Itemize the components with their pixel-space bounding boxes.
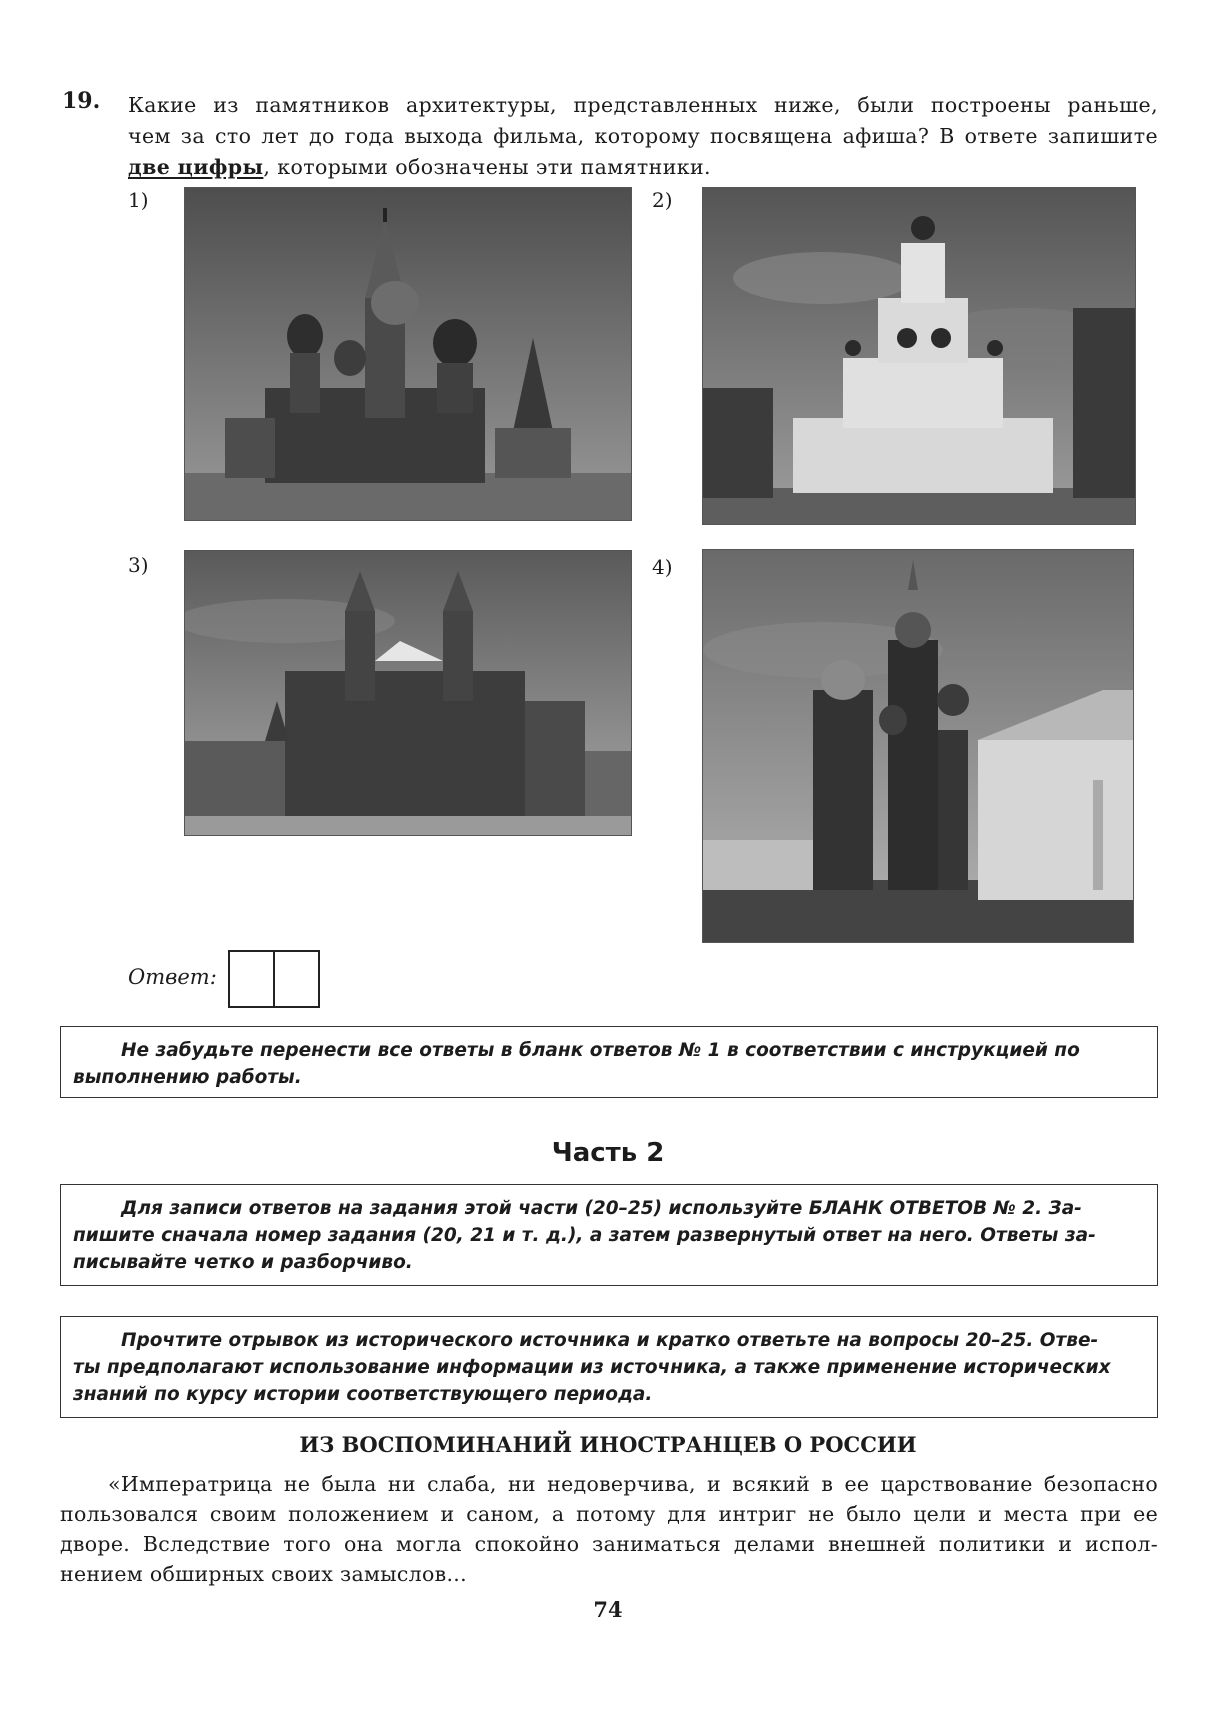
question-line-3-rest: , которыми обозначены эти памятники.	[263, 155, 711, 179]
question-text	[128, 90, 1158, 183]
reminder-line-2: выполнению работы.	[73, 1067, 302, 1088]
page-number: 74	[593, 1597, 623, 1622]
fili-church-photo	[702, 187, 1136, 525]
reminder-box	[60, 1026, 1158, 1098]
instructions-line-3: писывайте четко и разборчиво.	[73, 1252, 413, 1273]
st-basils-cathedral-photo	[184, 187, 632, 521]
source-instructions-line-1: Прочтите отрывок из исторического источника и кратко ответьте на вопросы 20–25. Отве-	[121, 1330, 1099, 1351]
answer-label: Ответ:	[128, 965, 217, 989]
answer-cell-1[interactable]	[230, 952, 273, 1006]
source-line-1: «Императрица не была ни слаба, ни недоверчива, и всякий в ее царствование безопасно	[108, 1472, 1158, 1496]
image-label-2: 2)	[652, 188, 673, 212]
image-label-4: 4)	[652, 555, 673, 579]
question-line-2: чем за сто лет до года выхода фильма, которому посвящена афиша? В ответе запишите	[128, 124, 1158, 148]
part-2-title: Часть 2	[551, 1138, 665, 1168]
source-line-2: пользовался своим положением и саном, а потому для интриг не было цели и места при ее	[60, 1502, 1158, 1526]
reminder-line-1: Не забудьте перенести все ответы в бланк ответов № 1 в соответствии с инструкцией по	[121, 1040, 1080, 1061]
source-instructions-line-3: знаний по курсу истории соответствующего периода.	[73, 1384, 653, 1405]
source-line-4: нением обширных своих замыслов...	[60, 1562, 467, 1586]
source-instructions-box	[60, 1316, 1158, 1418]
instructions-line-2: пишите сначала номер задания (20, 21 и т. д.), а затем развернутый ответ на него. Ответы за-	[73, 1225, 1096, 1246]
question-line-1: Какие из памятников архитектуры, представленных ниже, были построены раньше,	[128, 93, 1158, 117]
instructions-line-1: Для записи ответов на задания этой части (20–25) используйте БЛАНК ОТВЕТОВ № 2. За-	[121, 1198, 1082, 1219]
source-instructions-line-2: ты предполагают использование информации из источника, а также применение исторических	[73, 1357, 1111, 1378]
source-title: ИЗ ВОСПОМИНАНИЙ ИНОСТРАНЦЕВ О РОССИИ	[299, 1432, 917, 1457]
answer-box[interactable]	[228, 950, 320, 1008]
part-2-instructions-box	[60, 1184, 1158, 1286]
question-line-3	[128, 152, 1158, 183]
answer-cell-2[interactable]	[273, 952, 318, 1006]
question-number: 19.	[62, 88, 101, 114]
image-label-1: 1)	[128, 188, 149, 212]
church-of-the-savior-on-blood-photo	[702, 549, 1134, 943]
source-line-3: дворе. Вследствие того она могла спокойно заниматься делами внешней политики и испол-	[60, 1532, 1158, 1556]
source-text	[60, 1469, 1158, 1589]
image-label-3: 3)	[128, 553, 149, 577]
state-historical-museum-photo	[184, 550, 632, 836]
emphasis-two-digits: две цифры	[128, 155, 264, 179]
